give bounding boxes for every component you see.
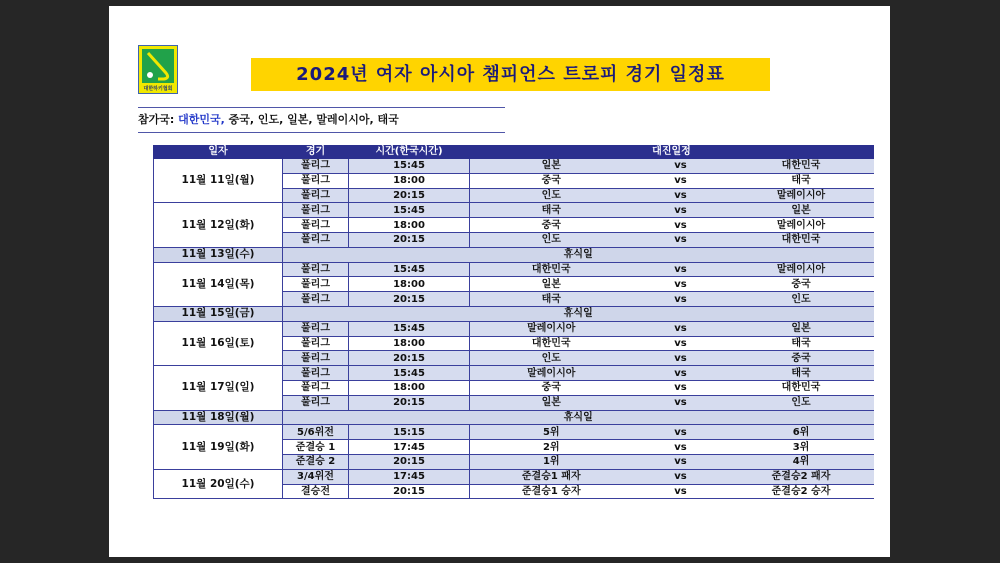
slide-page <box>109 6 890 557</box>
page-title: 2024년 여자 아시아 챔피언스 트로피 경기 일정표 <box>251 58 770 91</box>
header-time: 시간(한국시간) <box>349 146 470 159</box>
time-cell: 18:00 <box>349 336 470 351</box>
vs-cell: vs <box>633 440 729 455</box>
team2-cell: 인도 <box>729 292 874 307</box>
vs-cell: vs <box>633 203 729 218</box>
time-cell: 15:15 <box>349 425 470 440</box>
team2-cell: 인도 <box>729 395 874 410</box>
team2-cell: 일본 <box>729 321 874 336</box>
participants-label: 참가국: <box>138 113 175 126</box>
time-cell: 20:15 <box>349 351 470 366</box>
game-cell: 풀리그 <box>283 159 349 174</box>
team2-cell: 중국 <box>729 277 874 292</box>
time-cell: 18:00 <box>349 173 470 188</box>
team1-cell: 중국 <box>470 218 633 233</box>
team1-cell: 인도 <box>470 232 633 247</box>
team2-cell: 3위 <box>729 440 874 455</box>
time-cell: 18:00 <box>349 380 470 395</box>
game-cell: 준결승 2 <box>283 454 349 469</box>
game-cell: 풀리그 <box>283 232 349 247</box>
table-header-row <box>154 146 874 159</box>
date-cell: 11월 11일(월) <box>154 159 283 203</box>
vs-cell: vs <box>633 277 729 292</box>
time-cell: 15:45 <box>349 203 470 218</box>
game-cell: 풀리그 <box>283 395 349 410</box>
vs-cell: vs <box>633 159 729 174</box>
time-cell: 20:15 <box>349 484 470 499</box>
time-cell: 18:00 <box>349 218 470 233</box>
time-cell: 15:45 <box>349 366 470 381</box>
team1-cell: 대한민국 <box>470 262 633 277</box>
rest-day-row <box>154 410 874 425</box>
game-cell: 준결승 1 <box>283 440 349 455</box>
team1-cell: 인도 <box>470 188 633 203</box>
team2-cell: 대한민국 <box>729 232 874 247</box>
hockey-stick-icon <box>142 49 174 83</box>
header-game: 경기 <box>283 146 349 159</box>
time-cell: 20:15 <box>349 232 470 247</box>
game-cell: 5/6위전 <box>283 425 349 440</box>
team2-cell: 대한민국 <box>729 380 874 395</box>
game-cell: 풀리그 <box>283 277 349 292</box>
rest-day-cell: 휴식일 <box>283 306 874 321</box>
vs-cell: vs <box>633 351 729 366</box>
team2-cell: 6위 <box>729 425 874 440</box>
vs-cell: vs <box>633 173 729 188</box>
team1-cell: 인도 <box>470 351 633 366</box>
time-cell: 20:15 <box>349 454 470 469</box>
header-matchup: 대진일정 <box>470 146 874 159</box>
time-cell: 18:00 <box>349 277 470 292</box>
logo-caption: 대한하키협회 <box>143 86 173 92</box>
time-cell: 17:45 <box>349 440 470 455</box>
game-cell: 풀리그 <box>283 188 349 203</box>
game-cell: 풀리그 <box>283 351 349 366</box>
rest-day-row <box>154 306 874 321</box>
match-row <box>154 262 874 277</box>
vs-cell: vs <box>633 321 729 336</box>
game-cell: 풀리그 <box>283 321 349 336</box>
team2-cell: 중국 <box>729 351 874 366</box>
participants-rest: 중국, 인도, 일본, 말레이시아, 태국 <box>224 113 399 126</box>
vs-cell: vs <box>633 395 729 410</box>
date-cell: 11월 18일(월) <box>154 410 283 425</box>
team2-cell: 일본 <box>729 203 874 218</box>
match-row <box>154 425 874 440</box>
rest-day-cell: 휴식일 <box>283 410 874 425</box>
team1-cell: 1위 <box>470 454 633 469</box>
date-cell: 11월 20일(수) <box>154 469 283 499</box>
team2-cell: 태국 <box>729 336 874 351</box>
team1-cell: 5위 <box>470 425 633 440</box>
team2-cell: 말레이시아 <box>729 262 874 277</box>
vs-cell: vs <box>633 188 729 203</box>
game-cell: 3/4위전 <box>283 469 349 484</box>
time-cell: 17:45 <box>349 469 470 484</box>
date-cell: 11월 13일(수) <box>154 247 283 262</box>
team1-cell: 중국 <box>470 380 633 395</box>
vs-cell: vs <box>633 292 729 307</box>
team1-cell: 일본 <box>470 159 633 174</box>
match-row <box>154 159 874 174</box>
date-cell: 11월 19일(화) <box>154 425 283 469</box>
team1-cell: 2위 <box>470 440 633 455</box>
team2-cell: 4위 <box>729 454 874 469</box>
date-cell: 11월 15일(금) <box>154 306 283 321</box>
game-cell: 풀리그 <box>283 380 349 395</box>
vs-cell: vs <box>633 336 729 351</box>
game-cell: 풀리그 <box>283 292 349 307</box>
date-cell: 11월 14일(목) <box>154 262 283 306</box>
team2-cell: 대한민국 <box>729 159 874 174</box>
team2-cell: 준결승2 승자 <box>729 484 874 499</box>
game-cell: 풀리그 <box>283 336 349 351</box>
team1-cell: 말레이시아 <box>470 366 633 381</box>
schedule-body <box>154 159 874 499</box>
date-cell: 11월 12일(화) <box>154 203 283 247</box>
participants-highlight: 대한민국, <box>178 113 225 126</box>
participants-line <box>138 107 505 133</box>
time-cell: 20:15 <box>349 395 470 410</box>
time-cell: 20:15 <box>349 292 470 307</box>
team1-cell: 준결승1 패자 <box>470 469 633 484</box>
time-cell: 20:15 <box>349 188 470 203</box>
team2-cell: 말레이시아 <box>729 218 874 233</box>
game-cell: 풀리그 <box>283 173 349 188</box>
match-row <box>154 469 874 484</box>
vs-cell: vs <box>633 454 729 469</box>
rest-day-row <box>154 247 874 262</box>
rest-day-cell: 휴식일 <box>283 247 874 262</box>
schedule-table <box>153 145 874 499</box>
vs-cell: vs <box>633 218 729 233</box>
team1-cell: 태국 <box>470 292 633 307</box>
time-cell: 15:45 <box>349 159 470 174</box>
team1-cell: 일본 <box>470 395 633 410</box>
date-cell: 11월 16일(토) <box>154 321 283 365</box>
date-cell: 11월 17일(일) <box>154 366 283 410</box>
vs-cell: vs <box>633 469 729 484</box>
vs-cell: vs <box>633 425 729 440</box>
time-cell: 15:45 <box>349 262 470 277</box>
team1-cell: 말레이시아 <box>470 321 633 336</box>
vs-cell: vs <box>633 262 729 277</box>
vs-cell: vs <box>633 232 729 247</box>
team2-cell: 태국 <box>729 173 874 188</box>
match-row <box>154 203 874 218</box>
match-row <box>154 321 874 336</box>
team1-cell: 중국 <box>470 173 633 188</box>
team1-cell: 일본 <box>470 277 633 292</box>
team2-cell: 태국 <box>729 366 874 381</box>
team2-cell: 말레이시아 <box>729 188 874 203</box>
team2-cell: 준결승2 패자 <box>729 469 874 484</box>
hockey-association-logo <box>138 45 178 94</box>
vs-cell: vs <box>633 380 729 395</box>
game-cell: 결승전 <box>283 484 349 499</box>
header-date: 일자 <box>154 146 283 159</box>
game-cell: 풀리그 <box>283 262 349 277</box>
vs-cell: vs <box>633 366 729 381</box>
match-row <box>154 366 874 381</box>
game-cell: 풀리그 <box>283 366 349 381</box>
game-cell: 풀리그 <box>283 218 349 233</box>
game-cell: 풀리그 <box>283 203 349 218</box>
team1-cell: 대한민국 <box>470 336 633 351</box>
time-cell: 15:45 <box>349 321 470 336</box>
team1-cell: 태국 <box>470 203 633 218</box>
team1-cell: 준결승1 승자 <box>470 484 633 499</box>
vs-cell: vs <box>633 484 729 499</box>
